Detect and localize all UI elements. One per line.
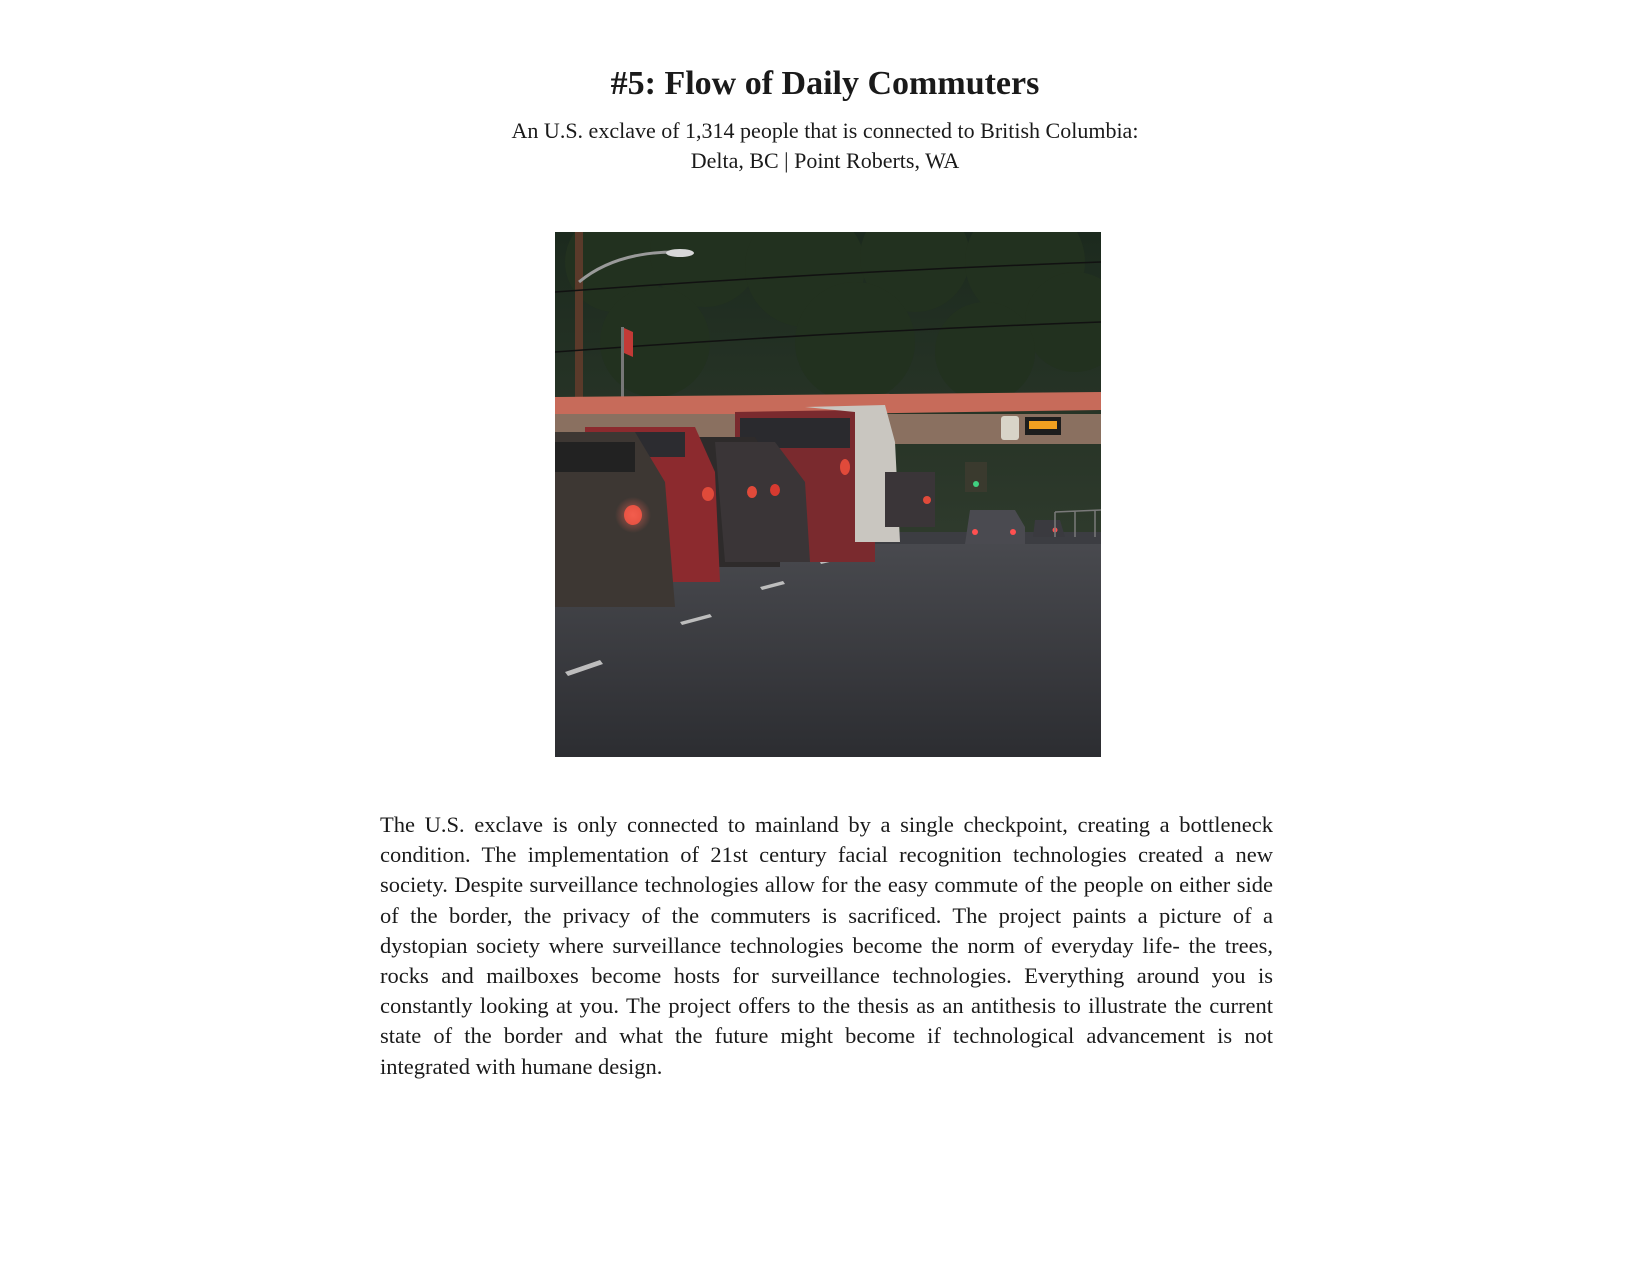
subtitle xyxy=(0,116,1650,176)
page-title: #5: Flow of Daily Commuters xyxy=(610,65,1040,102)
flag xyxy=(624,328,633,357)
subtitle-line-2: Delta, BC | Point Roberts, WA xyxy=(690,148,960,173)
border-checkpoint-photo xyxy=(555,232,1101,757)
description-paragraph: The U.S. exclave is only connected to mainland by a single checkpoint, creating a bottleneck condition. The implementation of 21st century facial recognition technologies created a new society. Despite surveillance technologies allow for the easy commute of the people on either side of the border, the privacy of the commuters is sacrificed. The project paints a picture of a dystopian society where surveillance technologies become the norm of everyday life- the trees, rocks and mailboxes become hosts for surveillance technologies. Everything around you is constantly looking at you. The project offers to the thesis as an antithesis to illustrate the current state of the border and what the future might become if technological advancement is not integrated with humane design. xyxy=(380,812,1273,1079)
subtitle-line-1: An U.S. exclave of 1,314 people that is connected to British Columbia: xyxy=(511,118,1139,143)
tree-canopy xyxy=(565,232,1101,402)
